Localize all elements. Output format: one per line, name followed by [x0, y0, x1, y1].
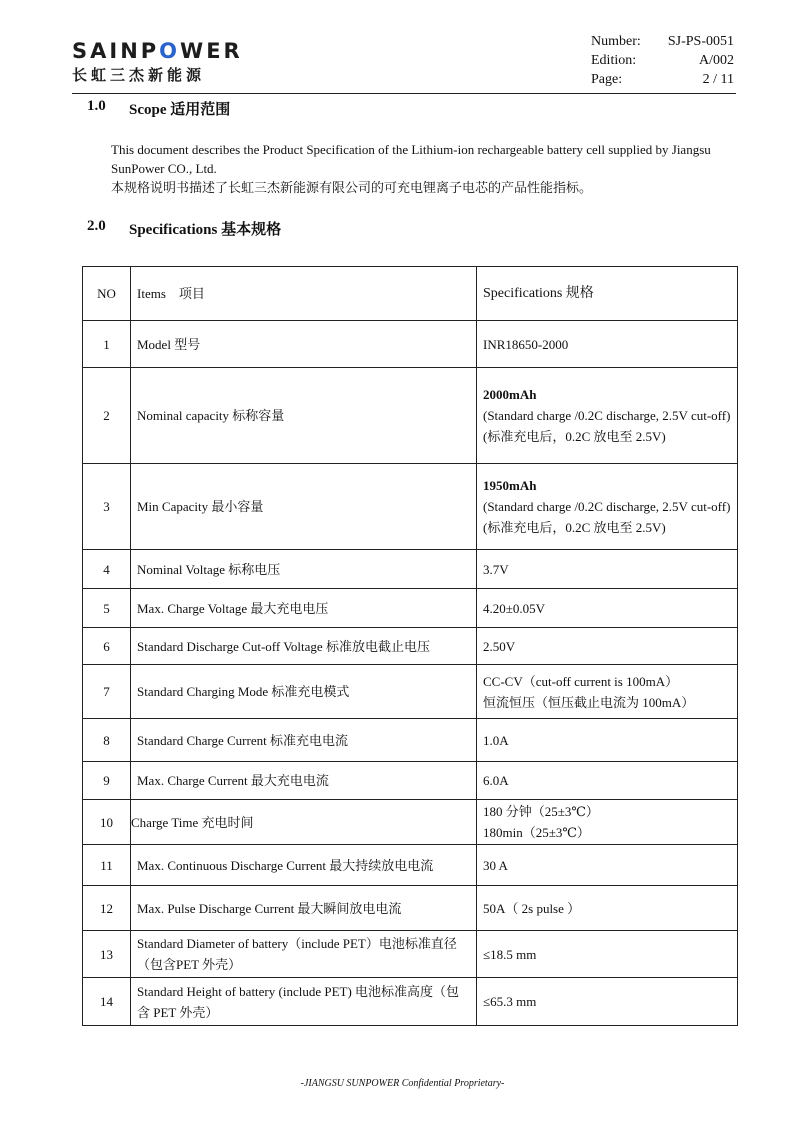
row-spec [477, 368, 738, 464]
row-spec [477, 800, 738, 845]
section-number: 1.0 [87, 98, 106, 114]
table-row [83, 978, 738, 1026]
table-row [83, 628, 738, 665]
row-item: Charge Time 充电时间 [131, 800, 477, 845]
row-spec [477, 665, 738, 719]
number-label: Number: [591, 34, 641, 49]
table-row [83, 931, 738, 978]
row-spec: ≤65.3 mm [477, 978, 738, 1026]
row-spec: 6.0A [477, 762, 738, 800]
scope-paragraph [111, 140, 736, 197]
edition-label: Edition: [591, 53, 637, 68]
section-heading-specifications [87, 218, 281, 239]
row-no: 9 [83, 762, 131, 800]
row-spec: 4.20±0.05V [477, 589, 738, 628]
row-spec: 30 A [477, 845, 738, 886]
header-specifications: Specifications 规格 [477, 267, 738, 321]
table-row [83, 845, 738, 886]
row-no: 8 [83, 719, 131, 762]
specifications-table [82, 266, 738, 1026]
spec-note: (Standard charge /0.2C discharge, 2.5V cut-off) [483, 408, 731, 423]
section-title: Scope 适用范围 [129, 102, 231, 118]
logo-subtitle: 长虹三杰新能源 [72, 66, 206, 84]
row-no: 13 [83, 931, 131, 978]
page-label: Page: [591, 72, 623, 87]
row-item: Standard Charging Mode 标准充电模式 [131, 665, 477, 719]
row-item: Max. Continuous Discharge Current 最大持续放电电流 [131, 845, 477, 886]
row-no: 12 [83, 886, 131, 931]
number-value: SJ-PS-0051 [667, 34, 734, 49]
table-row [83, 589, 738, 628]
row-no: 10 [83, 800, 131, 845]
row-no: 14 [83, 978, 131, 1026]
spec-line: CC-CV（cut-off current is 100mA） [483, 673, 679, 689]
spec-value: 2000mAh [483, 387, 537, 402]
section-title: Specifications 基本规格 [129, 222, 282, 238]
row-no: 11 [83, 845, 131, 886]
spec-note-cn: (标准充电后，0.2C 放电至 2.5V) [483, 520, 666, 535]
scope-english: This document describes the Product Specification of the Lithium-ion rechargeable battery cell supplied by Jiangsu SunPower CO., Ltd. [111, 142, 711, 176]
page-header [72, 30, 736, 94]
spec-line: 恒流恒压（恒压截止电流为 100mA） [483, 694, 695, 710]
page-value: 2 / 11 [702, 72, 734, 87]
row-item: Max. Pulse Discharge Current 最大瞬间放电电流 [131, 886, 477, 931]
page-footer: -JIANGSU SUNPOWER Confidential Proprietary- [300, 1078, 505, 1089]
section-number: 2.0 [87, 218, 106, 234]
row-spec [477, 464, 738, 550]
scope-chinese: 本规格说明书描述了长虹三杰新能源有限公司的可充电锂离子电芯的产品性能指标。 [111, 180, 593, 195]
header-divider [72, 93, 736, 94]
header-items: Items 项目 [131, 267, 477, 321]
row-spec: 2.50V [477, 628, 738, 665]
row-item: Max. Charge Voltage 最大充电电压 [131, 589, 477, 628]
row-item: Nominal capacity 标称容量 [131, 368, 477, 464]
edition-value: A/002 [699, 53, 734, 68]
row-item: Standard Charge Current 标准充电电流 [131, 719, 477, 762]
row-no: 6 [83, 628, 131, 665]
row-item: Standard Discharge Cut-off Voltage 标准放电截止电压 [131, 628, 477, 665]
row-item: Min Capacity 最小容量 [131, 464, 477, 550]
row-item: Standard Height of battery (include PET) 电池标准高度（包含 PET 外壳） [131, 978, 477, 1026]
table-header-row [83, 267, 738, 321]
row-item: Model 型号 [131, 321, 477, 368]
spec-note-cn: (标准充电后，0.2C 放电至 2.5V) [483, 429, 666, 444]
spec-line: 180 分钟（25±3℃） [483, 804, 599, 819]
spec-line: 180min（25±3℃） [483, 825, 590, 840]
section-heading-scope [87, 98, 230, 119]
row-no: 1 [83, 321, 131, 368]
table-row [83, 368, 738, 464]
spec-value: 1950mAh [483, 478, 537, 493]
row-item: Max. Charge Current 最大充电电流 [131, 762, 477, 800]
header-no: NO [83, 267, 131, 321]
table-row [83, 665, 738, 719]
row-no: 2 [83, 368, 131, 464]
table-row [83, 762, 738, 800]
row-spec: 3.7V [477, 550, 738, 589]
row-spec: INR18650-2000 [477, 321, 738, 368]
row-no: 7 [83, 665, 131, 719]
table-row [83, 321, 738, 368]
table-row [83, 800, 738, 845]
document-meta [591, 32, 736, 89]
row-spec: ≤18.5 mm [477, 931, 738, 978]
table-row [83, 550, 738, 589]
meta-number [591, 32, 736, 51]
company-logo [72, 40, 243, 85]
row-no: 4 [83, 550, 131, 589]
row-spec: 1.0A [477, 719, 738, 762]
row-item: Nominal Voltage 标称电压 [131, 550, 477, 589]
table-row [83, 464, 738, 550]
table-row [83, 886, 738, 931]
table-row [83, 719, 738, 762]
row-no: 3 [83, 464, 131, 550]
meta-edition [591, 51, 736, 70]
meta-page [591, 70, 736, 89]
row-no: 5 [83, 589, 131, 628]
row-item: Standard Diameter of battery（include PET）电池标准直径（包含PET 外壳） [131, 931, 477, 978]
logo-wordmark: SAINPOWER [72, 39, 243, 63]
row-spec: 50A（ 2s pulse ） [477, 886, 738, 931]
spec-note: (Standard charge /0.2C discharge, 2.5V cut-off) [483, 499, 731, 514]
